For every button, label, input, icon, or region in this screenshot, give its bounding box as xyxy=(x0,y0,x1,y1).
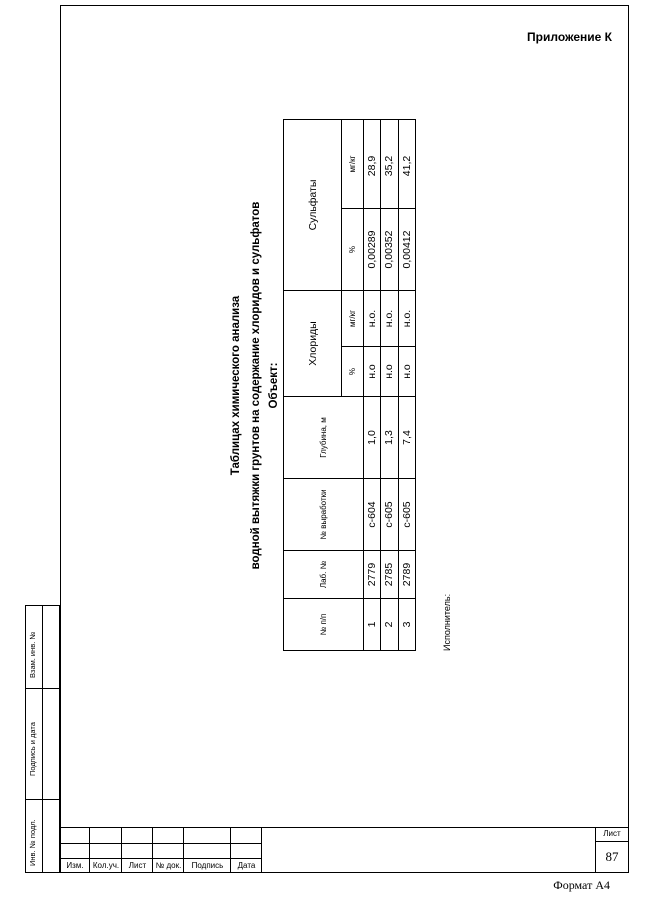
row-cl-pct: н.о xyxy=(364,347,381,397)
row-so-pct: 0,00352 xyxy=(381,209,398,291)
header-so-pct: % xyxy=(342,209,364,291)
row-depth: 1,0 xyxy=(364,397,381,479)
row-cl-pct: н.о xyxy=(381,347,398,397)
row-so-mg: 35,2 xyxy=(381,120,398,209)
row-excavation: с-604 xyxy=(364,479,381,551)
format-label: Формат А4 xyxy=(553,878,610,892)
header-cl-mg: мг/кг xyxy=(342,291,364,347)
header-excavation: № выработки xyxy=(284,479,364,551)
analysis-table xyxy=(283,119,416,651)
table-row xyxy=(381,120,398,651)
row-lab: 2779 xyxy=(364,551,381,599)
tb-sheet-number: 87 xyxy=(605,849,619,864)
row-cl-mg: н.о. xyxy=(398,291,415,347)
tb-signature: Подпись xyxy=(191,861,224,870)
appendix-title: Приложение К xyxy=(527,30,612,44)
doc-title-line1: Таблицах химического анализа xyxy=(230,295,242,476)
header-sulfates: Сульфаты xyxy=(284,120,342,291)
doc-title-line2: водной вытяжки грунтов на содержание хлоридов и сульфатов xyxy=(250,201,262,570)
header-row xyxy=(284,120,342,651)
tb-list: Лист xyxy=(128,861,147,870)
tb-izm: Изм. xyxy=(66,861,84,870)
row-depth: 7,4 xyxy=(398,397,415,479)
tb-doc-no: № док. xyxy=(155,861,182,870)
header-num: № п/п xyxy=(284,599,364,651)
row-excavation: с-605 xyxy=(381,479,398,551)
table-row xyxy=(364,120,381,651)
row-num: 1 xyxy=(364,599,381,651)
object-label: Объект: xyxy=(268,362,280,409)
tb-sheet-label: Лист xyxy=(603,829,621,838)
executor-label: Исполнитель: xyxy=(442,593,452,651)
header-depth: Глубина, м xyxy=(284,397,364,479)
header-lab: Лаб. № xyxy=(284,551,364,599)
tb-kol-uch: Кол.уч. xyxy=(92,861,120,870)
row-cl-pct: н.о xyxy=(398,347,415,397)
row-so-pct: 0,00289 xyxy=(364,209,381,291)
tb-date: Дата xyxy=(237,861,256,870)
row-cl-mg: н.о. xyxy=(381,291,398,347)
header-chlorides: Хлориды xyxy=(284,291,342,397)
row-num: 2 xyxy=(381,599,398,651)
row-cl-mg: н.о. xyxy=(364,291,381,347)
row-lab: 2785 xyxy=(381,551,398,599)
title-block xyxy=(60,827,629,873)
header-so-mg: мг/кг xyxy=(342,120,364,209)
row-so-pct: 0,00412 xyxy=(398,209,415,291)
rotated-content xyxy=(230,120,452,651)
stamp-inv-orig: Инв. № подл. xyxy=(28,819,37,866)
stamp-inv-no: Взам. инв. № xyxy=(28,631,37,678)
table-row xyxy=(398,120,415,651)
stamp-signature-date: Подпись и дата xyxy=(28,722,37,776)
header-cl-pct: % xyxy=(342,347,364,397)
row-so-mg: 28,9 xyxy=(364,120,381,209)
row-lab: 2789 xyxy=(398,551,415,599)
row-excavation: с-605 xyxy=(398,479,415,551)
row-so-mg: 41,2 xyxy=(398,120,415,209)
side-stamp xyxy=(25,605,60,873)
row-num: 3 xyxy=(398,599,415,651)
row-depth: 1,3 xyxy=(381,397,398,479)
